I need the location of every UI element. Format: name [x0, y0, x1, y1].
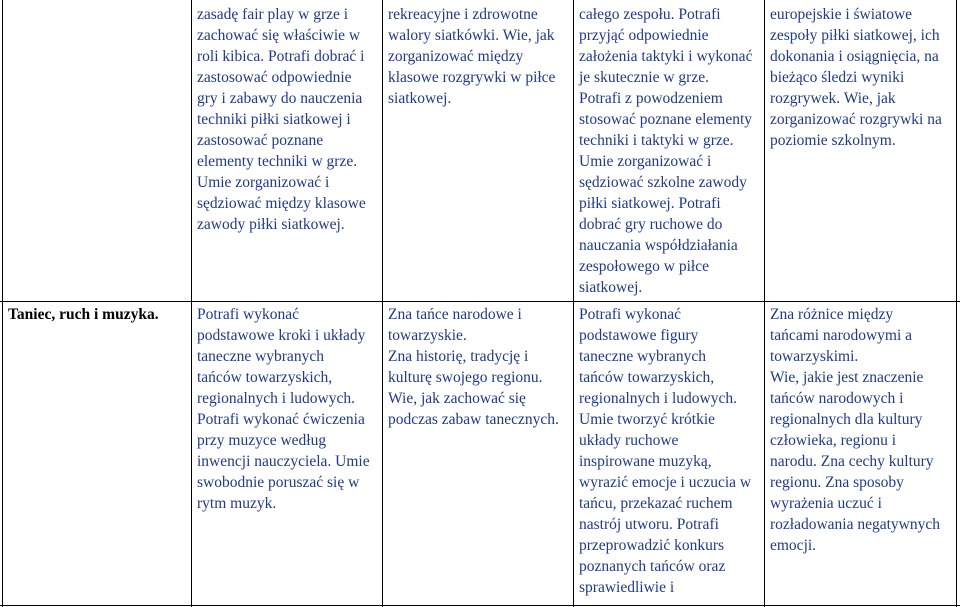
column-divider	[191, 0, 192, 607]
table-cell-level-2: zasadę fair play w grze i zachować się właściwie w roli kibica. Potrafi dobrać i zastosować odpowiednie gry i zabawy do nauczenia techniki piłki siatkowej i zastosować poznane elementy techniki w grze. Umie zorganizować i sędziować między klasowe zawody piłki siatkowej.	[197, 6, 366, 233]
table-cell-level-3: Zna tańce narodowe i towarzyskie. Zna historię, tradycję i kulturę swojego regionu. Wie, jak zachować się podczas zabaw tanecznych.	[388, 306, 559, 428]
table-cell-level-4: całego zespołu. Potrafi przyjąć odpowiednie założenia taktyki i wykonać je skutecznie w grze. Potrafi z powodzeniem stosować poznane elementy techniki i taktyki w grze. Umie zorganizować i sędziować szkolne zawody piłki siatkowej. Potrafi dobrać gry ruchowe do nauczania współdziałania zespołowego w piłce siatkowej.	[579, 6, 753, 296]
section-title-taniec: Taniec, ruch i muzyka.	[8, 306, 159, 323]
table-border-bottom	[0, 605, 960, 606]
column-divider	[764, 0, 765, 607]
table-cell-level-5: Zna różnice między tańcami narodowymi a towarzyskimi. Wie, jakie jest znaczenie tańców narodowych i regionalnych dla kultury człowieka, regionu i narodu. Zna cechy kultury regionu. Zna sposoby wyrażenia uczuć i rozładowania negatywnych emocji.	[770, 306, 941, 554]
column-divider	[382, 0, 383, 607]
table-cell-level-2: Potrafi wykonać podstawowe kroki i układy taneczne wybranych tańców towarzyskich, regionalnych i ludowych. Potrafi wykonać ćwiczenia przy muzyce według inwencji nauczyciela. Umie swobodnie poruszać się w rytm muzyk.	[197, 306, 370, 512]
column-divider	[573, 0, 574, 607]
table-border-left	[2, 0, 3, 607]
table-border-right	[956, 0, 957, 607]
row-divider	[0, 301, 960, 302]
table-cell-level-4: Potrafi wykonać podstawowe figury taneczne wybranych tańców towarzyskich, regionalnych i ludowych. Umie tworzyć krótkie układy ruchowe inspirowane muzyką, wyrazić emocje i uczucia w tańcu, przekazać ruchem nastrój utworu. Potrafi przeprowadzić konkurs poznanych tańców oraz sprawiedliwie i	[579, 306, 752, 596]
table-cell-level-3: rekreacyjne i zdrowotne walory siatkówki. Wie, jak zorganizować między klasowe rozgrywki w piłce siatkowej.	[388, 6, 556, 107]
table-cell-level-5: europejskie i światowe zespoły piłki siatkowej, ich dokonania i osiągnięcia, na bieżąco śledzi wyniki rozgrywek. Wie, jak zorganizować rozgrywki na poziomie szkolnym.	[770, 6, 942, 149]
